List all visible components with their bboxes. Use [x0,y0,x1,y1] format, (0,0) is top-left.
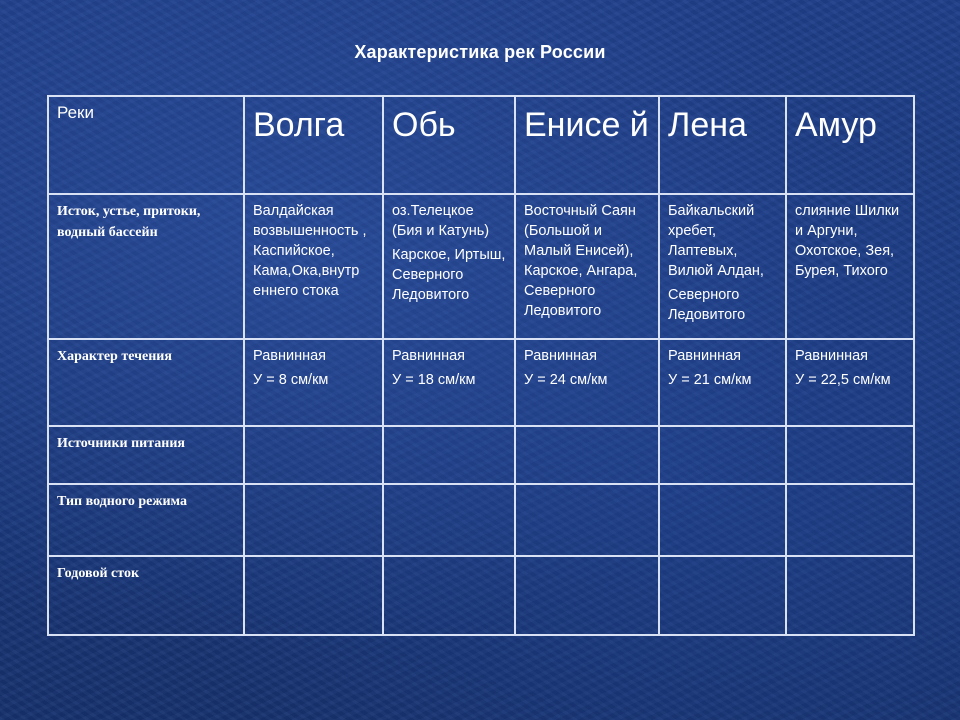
table-cell [659,194,786,339]
table-cell [515,484,659,556]
river-header-ob: Обь [383,96,515,194]
row-label: Характер течения [48,339,244,426]
slide-title: Характеристика рек России [354,42,606,62]
cell-text: Северного Ледовитого [668,287,746,323]
cell-text: Равнинная [253,348,326,364]
cell-text: слияние Шилки и Аргуни, Охотское, Зея, Бурея, Тихого [795,203,900,279]
table-row [48,484,914,556]
cell-text: У = 22,5 см/км [795,372,891,388]
table-cell [786,556,914,635]
table-cell [244,426,383,484]
table-cell [659,339,786,426]
river-header-amur: Амур [786,96,914,194]
table-cell [383,339,515,426]
table-cell [383,426,515,484]
cell-text: оз.Телецкое (Бия и Катунь) [392,203,490,239]
table-cell [244,556,383,635]
row-label: Источники питания [48,426,244,484]
table-cell [515,426,659,484]
table-cell [786,484,914,556]
cell-text: Равнинная [795,348,868,364]
row-label: Тип водного режима [48,484,244,556]
table-cell [659,426,786,484]
cell-text: Равнинная [392,348,465,364]
table-row [48,194,914,339]
table-cell [244,339,383,426]
row-label: Исток, устье, притоки, водный бассейн [48,194,244,339]
table-cell [786,194,914,339]
table-cell [515,556,659,635]
river-header-lena: Лена [659,96,786,194]
table-cell [786,339,914,426]
cell-text: Карское, Иртыш, Северного Ледовитого [392,247,506,303]
cell-text: У = 8 см/км [253,372,329,388]
table-cell [659,556,786,635]
cell-text: У = 21 см/км [668,372,752,388]
table-cell [383,484,515,556]
cell-text: Байкальский хребет, Лаптевых, Вилюй Алдан, [668,203,764,279]
cell-text: У = 24 см/км [524,372,608,388]
table-cell [383,556,515,635]
river-header-volga: Волга [244,96,383,194]
row-label: Годовой сток [48,556,244,635]
cell-text: У = 18 см/км [392,372,476,388]
table-cell [244,484,383,556]
table-cell [659,484,786,556]
cell-text: Равнинная [668,348,741,364]
table-row [48,426,914,484]
cell-text: Восточный Саян (Большой и Малый Енисей), Карское, Ангара, Северного Ледовитого [524,203,638,319]
table-cell [244,194,383,339]
rivers-table [47,95,915,636]
table-header-row [48,96,914,194]
table-cell [515,339,659,426]
table-row [48,339,914,426]
table-row [48,556,914,635]
cell-text: Валдайская возвышенность , Каспийское, Кама,Ока,внутр еннего стока [253,203,367,299]
table-cell [383,194,515,339]
cell-text: Равнинная [524,348,597,364]
table-cell [515,194,659,339]
corner-header-cell: Реки [48,96,244,194]
river-header-yenisei: Енисе й [515,96,659,194]
table-cell [786,426,914,484]
